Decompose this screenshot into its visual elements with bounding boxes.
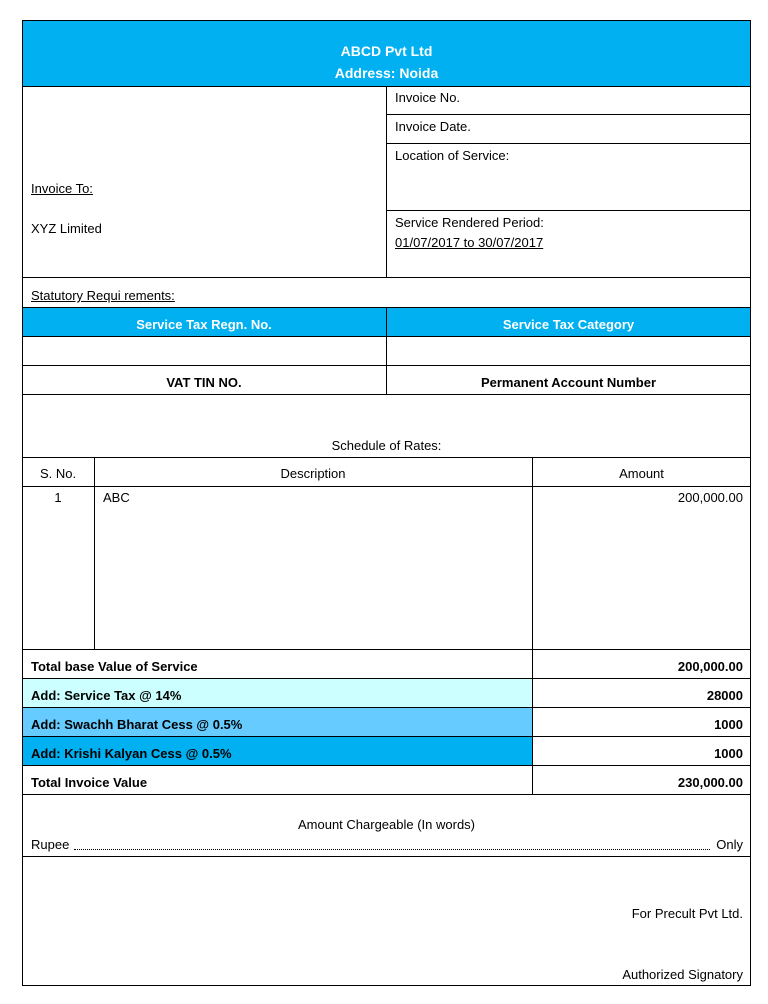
period-label: Service Rendered Period:	[395, 215, 544, 230]
invoice-to-label: Invoice To:	[31, 181, 93, 196]
words-dotted-line	[74, 849, 710, 850]
divider	[386, 114, 751, 115]
for-company: For Precult Pvt Ltd.	[631, 906, 743, 921]
statutory-label: Statutory Requi rements:	[31, 288, 175, 303]
schedule-title: Schedule of Rates:	[331, 438, 442, 453]
column-header-amount: Amount	[619, 466, 664, 481]
total-invoice-label: Total Invoice Value	[31, 775, 148, 790]
swachh-cess-label: Add: Swachh Bharat Cess @ 0.5%	[31, 717, 243, 732]
divider	[22, 486, 751, 487]
pan-header: Permanent Account Number	[480, 375, 657, 390]
divider	[94, 457, 95, 649]
row-description: ABC	[103, 490, 130, 505]
divider	[22, 394, 751, 395]
company-address: Address: Noida	[334, 65, 439, 81]
invoice-no-label: Invoice No.	[395, 90, 461, 105]
rupee-label: Rupee	[31, 837, 70, 852]
swachh-cess-amount: 1000	[714, 717, 743, 732]
divider	[22, 457, 751, 458]
row-amount: 200,000.00	[677, 490, 743, 505]
divider	[386, 143, 751, 144]
column-header-sno: S. No.	[39, 466, 77, 481]
authorized-signatory: Authorized Signatory	[622, 967, 743, 982]
divider	[22, 649, 751, 650]
invoice-date-label: Invoice Date.	[395, 119, 471, 134]
only-label: Only	[716, 837, 743, 852]
divider	[532, 457, 533, 794]
service-tax-category-header: Service Tax Category	[502, 317, 635, 332]
divider	[22, 678, 751, 679]
row-sno: 1	[54, 490, 62, 505]
divider	[22, 856, 751, 857]
krishi-cess-amount: 1000	[714, 746, 743, 761]
location-label: Location of Service:	[395, 148, 510, 163]
base-value-amount: 200,000.00	[677, 659, 743, 674]
period-value: 01/07/2017 to 30/07/2017	[395, 235, 544, 250]
krishi-cess-label: Add: Krishi Kalyan Cess @ 0.5%	[31, 746, 232, 761]
divider	[22, 277, 751, 278]
amount-words-label: Amount Chargeable (In words)	[297, 817, 476, 832]
divider	[22, 794, 751, 795]
divider	[22, 736, 751, 737]
base-value-label: Total base Value of Service	[31, 659, 198, 674]
service-tax-amount: 28000	[706, 688, 743, 703]
company-name: ABCD Pvt Ltd	[340, 43, 433, 59]
service-tax-label: Add: Service Tax @ 14%	[31, 688, 182, 703]
column-header-description: Description	[280, 466, 346, 481]
divider	[386, 210, 751, 211]
service-tax-regn-header: Service Tax Regn. No.	[136, 317, 272, 332]
total-invoice-amount: 230,000.00	[677, 775, 743, 790]
divider	[386, 86, 387, 277]
divider	[22, 707, 751, 708]
divider	[22, 765, 751, 766]
customer-name: XYZ Limited	[31, 221, 102, 236]
vat-tin-header: VAT TIN NO.	[166, 375, 242, 390]
